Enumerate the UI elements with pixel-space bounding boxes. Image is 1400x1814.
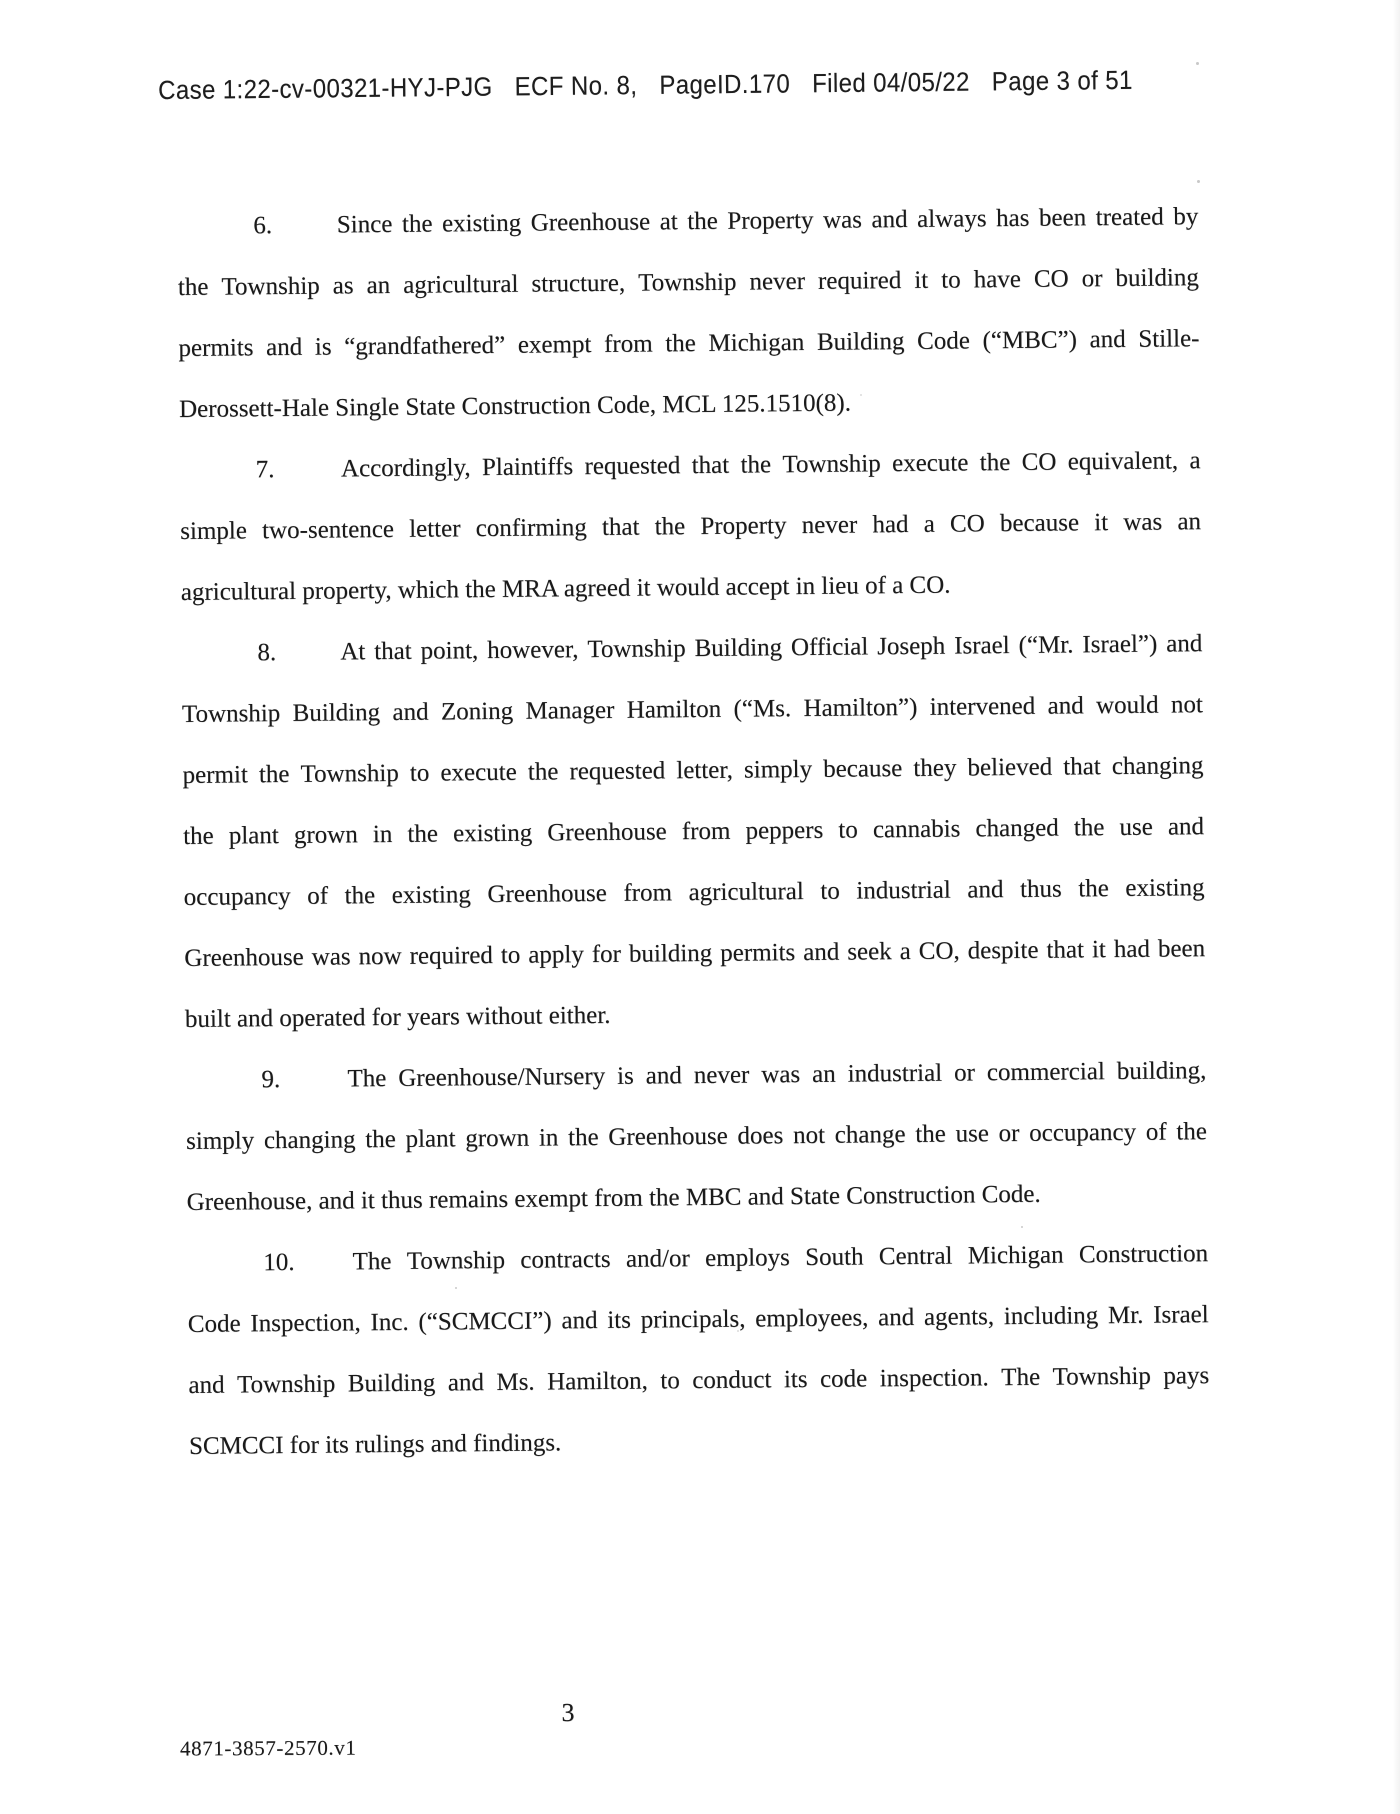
document-body	[177, 186, 1210, 1477]
paragraph-number: 6.	[253, 212, 273, 240]
paragraph-number: 7.	[255, 456, 275, 484]
scan-speck	[737, 1330, 739, 1332]
paragraph-6-line: the Township as an agricultural structure, Township never required it to have CO or building	[177, 264, 1199, 301]
case-number: Case 1:22-cv-00321-HYJ-PJG	[158, 72, 493, 106]
line-text: agricultural property, which the MRA agreed it would accept in lieu of a CO.	[180, 571, 951, 606]
paragraph-8-line: occupancy of the existing Greenhouse from agricultural to industrial and thus the existing	[183, 874, 1205, 911]
scan-speck	[1021, 1226, 1023, 1228]
line-text: SCMCCI for its rulings and findings.	[188, 1429, 562, 1460]
filed-date: Filed 04/05/22	[811, 67, 970, 99]
paragraph-9-line: 9. The Greenhouse/Nursery is and never was an industrial or commercial building,	[185, 1040, 1207, 1111]
paragraph-8-line: permit the Township to execute the requested letter, simply because they believed that changing	[182, 752, 1204, 789]
paragraph-10-line: 10. The Township contracts and/or employs South Central Michigan Construction	[187, 1223, 1209, 1294]
paragraph-8-line: Greenhouse was now required to apply for building permits and seek a CO, despite that it had been	[184, 935, 1206, 972]
paragraph-8-line	[185, 979, 1207, 1050]
ecf-number: ECF No. 8,	[514, 70, 638, 102]
paragraph-7-line	[181, 552, 1203, 623]
paragraph-7-line: simple two-sentence letter confirming that the Property never had a CO because it was an	[180, 508, 1202, 545]
paragraph-9-line	[186, 1162, 1208, 1233]
paragraph-8-line: Township Building and Zoning Manager Hamilton (“Ms. Hamilton”) intervened and would not	[181, 691, 1203, 728]
paragraph-6-line	[179, 369, 1201, 440]
line-text: built and operated for years without either.	[184, 1001, 611, 1033]
scan-speck	[860, 394, 862, 396]
ecf-stamp-header	[158, 64, 1278, 107]
paragraph-number: 9.	[261, 1066, 281, 1094]
page-count: Page 3 of 51	[991, 65, 1133, 97]
scan-speck	[1196, 62, 1199, 65]
document-id: 4871-3857-2570.v1	[179, 1735, 357, 1761]
paragraph-number: 10.	[263, 1248, 295, 1277]
scan-speck	[1197, 180, 1200, 183]
paragraph-10-line: Code Inspection, Inc. (“SCMCCI”) and its principals, employees, and agents, including Mr. Israel	[187, 1301, 1209, 1338]
paragraph-10-line: and Township Building and Ms. Hamilton, to conduct its code inspection. The Township pays	[188, 1362, 1210, 1399]
paragraph-9-line: simply changing the plant grown in the Greenhouse does not change the use or occupancy of the	[185, 1118, 1208, 1155]
scan-speck	[455, 1287, 457, 1289]
line-text: Greenhouse, and it thus remains exempt from the MBC and State Construction Code.	[186, 1180, 1041, 1216]
page-number: 3	[561, 1697, 575, 1728]
paragraph-number: 8.	[257, 639, 277, 667]
paragraph-6-line: 6. Since the existing Greenhouse at the Property was and always has been treated by	[177, 186, 1199, 257]
paragraph-7-line: 7. Accordingly, Plaintiffs requested that the Township execute the CO equivalent, a	[179, 430, 1201, 501]
paragraph-8-line: the plant grown in the existing Greenhouse from peppers to cannabis changed the use and	[183, 813, 1205, 850]
paragraph-6-line: permits and is “grandfathered” exempt from the Michigan Building Code (“MBC”) and Stille-	[178, 325, 1200, 362]
page-id: PageID.170	[659, 69, 791, 101]
paragraph-8-line: 8. At that point, however, Township Building Official Joseph Israel (“Mr. Israel”) and	[181, 613, 1203, 684]
paragraph-10-line	[189, 1406, 1211, 1477]
line-text: Derossett-Hale Single State Construction Code, MCL 125.1510(8).	[178, 389, 852, 423]
